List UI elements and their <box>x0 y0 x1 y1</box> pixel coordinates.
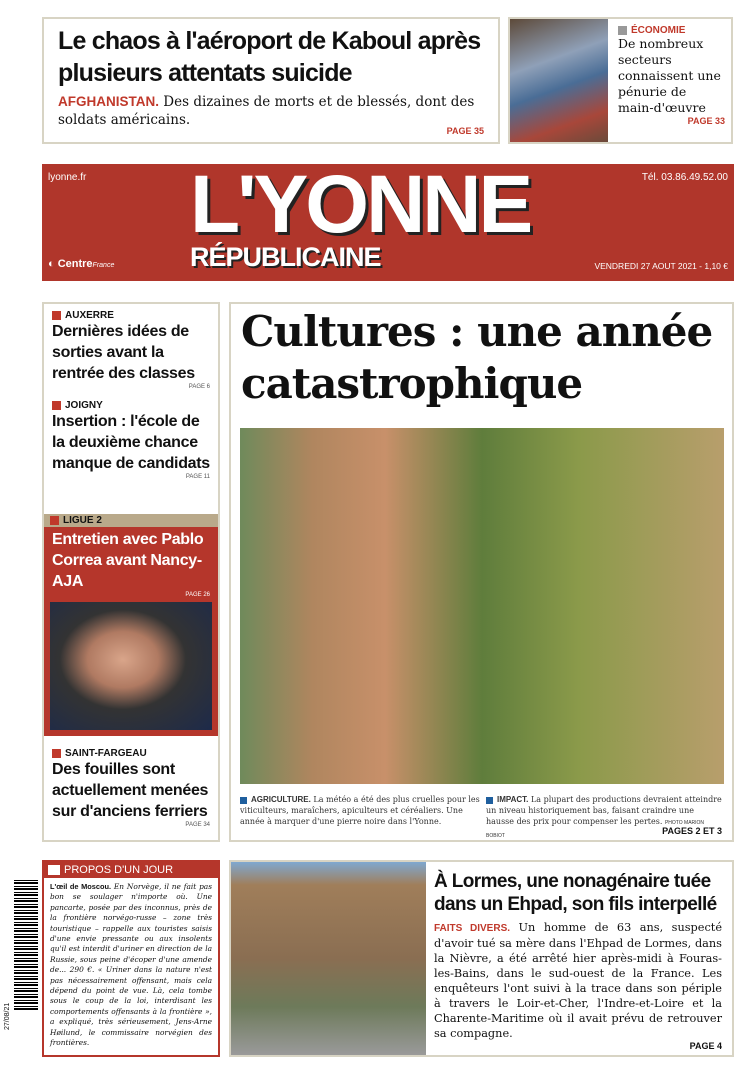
faits-divers-story[interactable]: À Lormes, une nonagénaire tuée dans un Ehpad, son fils interpellé FAITS DIVERS. Un homme de 63 ans, suspecté d'avoir tué sa mère dans l'Ehpad de Lormes, dans la Nièvre, a été arrêté hier après-midi à Fouras-les-Bains, dans le sud-ouest de la France. Les enquêteurs l'ont suivi à la trace dans son périple à travers le Loir-et-Cher, l'Indre-et-Loire et la Charente-Maritime où il avait prévu de retrouver sa compagne. PAGE 4 <box>229 860 734 1057</box>
top-story-headline: Le chaos à l'aéroport de Kaboul après plusieurs attentats suicide <box>58 27 481 87</box>
brief-saint-fargeau[interactable]: SAINT-FARGEAU Des fouilles sont actuellement menées sur d'anciens ferriers PAGE 34 <box>52 748 210 828</box>
economy-story[interactable] <box>508 17 733 144</box>
logo-icon: ◐ <box>48 258 58 270</box>
masthead <box>42 159 734 281</box>
newspaper-subtitle: RÉPUBLICAINE <box>190 242 381 272</box>
top-story-kicker: AFGHANISTAN. <box>58 94 159 109</box>
faits-divers-headline: À Lormes, une nonagénaire tuée dans un Ehpad, son fils interpellé <box>434 871 717 915</box>
propos-du-jour[interactable]: PROPOS D'UN JOUR L'œil de Moscou. En Norvège, il ne fait pas bon se soulager n'importe où. Une pancarte, posée par des inconnus, près de la frontière norvégo-russe – zone très touristique – rappelle aux touristes saisis d'une envie pressante ou aux insolents qu'il est interdit d'uriner en direction de la Russie, sous peine d'écoper d'une amende de... 290 €. « Uriner dans la nature n'est pas nécessairement offensant, mais cela dépend du point de vue. Là, cela tombe sous le coup de la loi, interdisant les comportements offensants à la frontière », a expliqué, très sérieusement, Jens-Arne Høilund, le commissaire norvégien des frontières. <box>42 860 220 1057</box>
faits-divers-page: PAGE 4 <box>689 1041 722 1051</box>
main-story[interactable] <box>229 302 734 842</box>
top-story-text: Des dizaines de morts et de blessés, dont des soldats américains. <box>58 94 475 128</box>
centre-france-logo: ◐ CentreFrance <box>48 258 115 270</box>
website-link[interactable]: lyonne.fr <box>48 172 87 183</box>
caption-agriculture: AGRICULTURE. La météo a été des plus cruelles pour les viticulteurs, maraîchers, apiculteurs et céréaliers. Une année à marquer d'une pierre noire dans l'Yonne. <box>240 795 480 826</box>
top-story-page: PAGE 35 <box>446 126 484 136</box>
top-story[interactable] <box>42 17 500 144</box>
farmer-tomato-photo <box>240 428 724 784</box>
barcode-date: 27/08/21 <box>4 1002 11 1030</box>
brief-ligue2[interactable]: LIGUE 2 Entretien avec Pablo Correa avant Nancy-AJA PAGE 26 <box>44 514 218 736</box>
waiter-photo <box>510 19 608 142</box>
caption-impact: IMPACT. La plupart des productions devraient atteindre un niveau historiquement bas, faisant craindre une hausse des prix pour compenser les pertes. PHOTO MARION BOBIOT <box>486 795 722 839</box>
economy-page: PAGE 33 <box>687 116 725 126</box>
phone-number: Tél. 03.86.49.52.00 <box>641 172 728 183</box>
newspaper-title: L'YONNE <box>190 159 531 250</box>
economy-text: De nombreux secteurs connaissent une pénurie de main-d'œuvre <box>618 36 721 115</box>
propos-title-bar: PROPOS D'UN JOUR <box>44 862 218 878</box>
ehpad-photo <box>231 862 426 1055</box>
economy-kicker: ÉCONOMIE <box>631 25 686 36</box>
main-pages: PAGES 2 ET 3 <box>662 826 722 836</box>
brief-auxerre[interactable]: AUXERRE Dernières idées de sorties avant la rentrée des classes PAGE 6 <box>52 310 210 390</box>
left-column <box>42 302 220 842</box>
main-headline: Cultures : une année catastrophique <box>241 307 713 408</box>
pablo-correa-photo <box>50 602 212 730</box>
brief-joigny[interactable]: JOIGNY Insertion : l'école de la deuxième chance manque de candidats PAGE 11 <box>52 400 210 480</box>
barcode <box>14 880 38 1010</box>
date-price: VENDREDI 27 AOUT 2021 - 1,10 € <box>594 261 728 271</box>
